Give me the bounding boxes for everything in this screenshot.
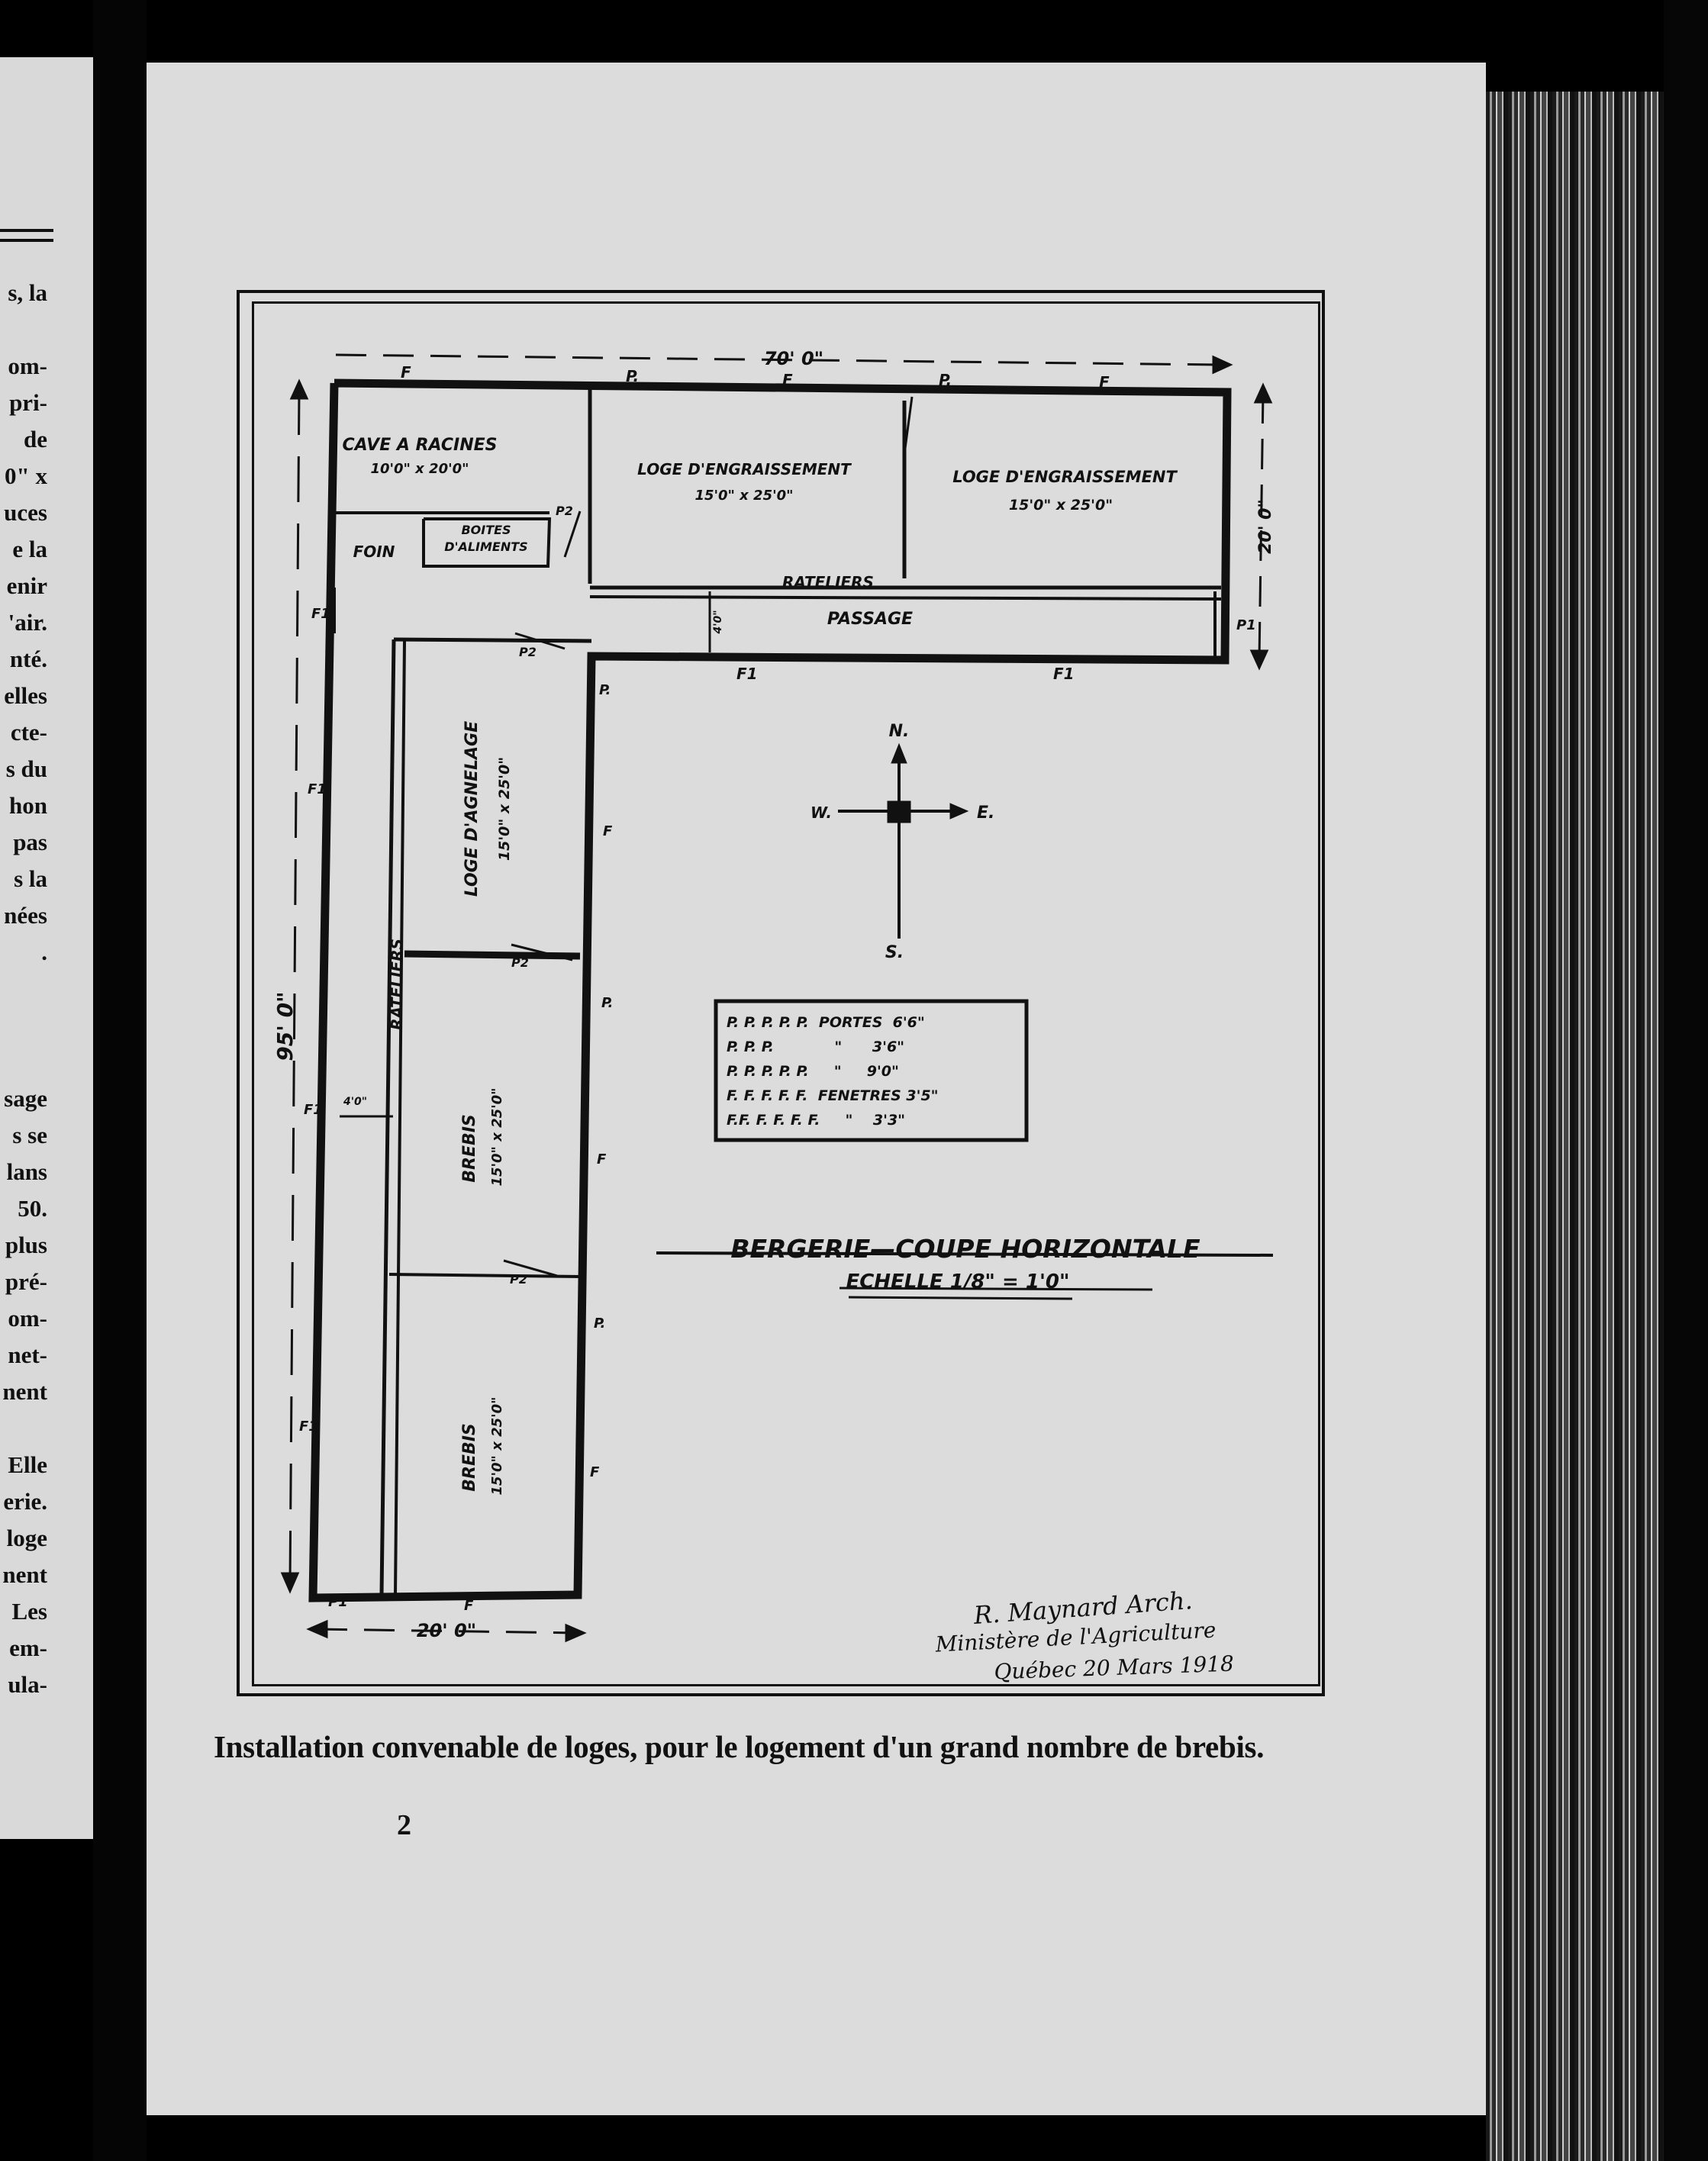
legend-row: F. F. F. F. F. FENETRES 3'5" — [727, 1087, 939, 1104]
signature-line3: Québec 20 Mars 1918 — [993, 1651, 1235, 1685]
compass-rose — [838, 744, 968, 939]
facing-page-line: uces — [4, 499, 47, 526]
facing-page-line: . — [41, 939, 47, 965]
room-loge-engr1-size: 15'0" x 25'0" — [694, 488, 794, 504]
marker-p1: P1 — [1236, 617, 1256, 633]
passage-label: PASSAGE — [827, 610, 914, 629]
dimension-lines — [282, 355, 1273, 1641]
width-top-dim: 70' 0" — [763, 348, 824, 369]
facing-page-line: pré- — [5, 1268, 47, 1295]
compass-south: S. — [885, 943, 904, 962]
room-foin-name: FOIN — [353, 543, 395, 561]
plan-scale: ECHELLE 1/8" = 1'0" — [846, 1271, 1070, 1293]
facing-page-line: hon — [9, 792, 47, 819]
facing-page-line: nées — [4, 902, 47, 929]
facing-page-line: 0" x — [5, 462, 47, 489]
facing-page-line: 'air. — [8, 609, 47, 636]
room-brebis1-size: 15'0" x 25'0" — [489, 1087, 505, 1187]
height-left-dim: 95' 0" — [272, 991, 298, 1061]
facing-page-line: pri- — [9, 389, 47, 416]
facing-page-line: e la — [12, 536, 47, 562]
facing-page-line: plus — [5, 1232, 47, 1258]
facing-page-line: om- — [8, 353, 47, 379]
marker-f: F — [782, 371, 793, 389]
room-boites-line1: BOITES — [461, 523, 511, 537]
marker-p: P. — [594, 1316, 606, 1332]
room-loge-engr2-size: 15'0" x 25'0" — [1008, 497, 1113, 514]
architect-signature — [934, 1586, 1235, 1684]
signature-line2: Ministère de l'Agriculture — [934, 1617, 1217, 1657]
facing-page-line: s, la — [8, 279, 47, 306]
marker-f: F — [590, 1464, 600, 1480]
room-brebis2-size: 15'0" x 25'0" — [489, 1396, 505, 1496]
facing-page-line: nté. — [9, 646, 47, 672]
marker-p: P. — [626, 367, 640, 385]
facing-page-line: loge — [6, 1525, 47, 1551]
legend-row: P. P. P. " 3'6" — [727, 1039, 905, 1055]
marker-p: P. — [601, 995, 614, 1011]
marker-f: F — [1099, 373, 1110, 391]
legend-row: P. P. P. P. P. PORTES 6'6" — [727, 1014, 925, 1031]
facing-page-line: nent — [2, 1561, 47, 1588]
marker-f: F — [401, 363, 411, 382]
room-brebis2-name: BREBIS — [460, 1423, 479, 1492]
facing-page-line: s du — [5, 755, 47, 782]
plan-title: BERGERIE—COUPE HORIZONTALE — [730, 1234, 1200, 1264]
legend-row: P. P. P. P. P. " 9'0" — [727, 1063, 899, 1080]
facing-page-line: em- — [9, 1634, 47, 1661]
facing-page-line: sage — [4, 1085, 47, 1112]
marker-p2: P2 — [519, 645, 537, 659]
marker-f1: F1 — [1053, 665, 1075, 683]
figure-caption: Installation convenable de loges, pour le logement d'un grand nombre de brebis. — [214, 1729, 1265, 1764]
ratelier-left-label: RATELIERS — [388, 939, 406, 1030]
legend-rows — [727, 1014, 939, 1129]
opening-markers — [299, 363, 1256, 1614]
facing-page-line: 50. — [18, 1195, 47, 1222]
facing-page-line: pas — [13, 829, 47, 855]
facing-page-line: enir — [6, 572, 47, 599]
ratelier-top-label: RATELIERS — [782, 573, 874, 591]
facing-page-line: ula- — [8, 1671, 47, 1698]
facing-page-line: elles — [4, 682, 47, 709]
compass-west: W. — [810, 804, 832, 822]
width-bottom-dim: 20' 0" — [416, 1620, 477, 1641]
room-brebis1-name: BREBIS — [460, 1114, 479, 1183]
marker-f1: F1 — [308, 781, 327, 797]
room-labels — [343, 436, 1178, 1496]
room-cave-size: 10'0" x 20'0" — [370, 461, 469, 477]
room-loge-engr2-name: LOGE D'ENGRAISSEMENT — [952, 468, 1177, 486]
room-boites-line2: D'ALIMENTS — [444, 539, 528, 554]
marker-f: F — [464, 1598, 474, 1614]
facing-page-line: Elle — [8, 1451, 47, 1478]
facing-page-line: s la — [14, 865, 47, 892]
facing-page-line: net- — [8, 1341, 47, 1368]
marker-f1: F1 — [299, 1419, 318, 1435]
marker-f: F — [597, 1151, 607, 1167]
room-loge-agnelage-name: LOGE D'AGNELAGE — [462, 720, 482, 897]
facing-page-line: nent — [2, 1378, 47, 1405]
marker-f1: F1 — [304, 1102, 323, 1118]
marker-f1: F1 — [311, 606, 330, 622]
compass-north: N. — [888, 722, 910, 741]
facing-page-line: Les — [11, 1598, 47, 1625]
facing-page-line: om- — [8, 1305, 47, 1332]
marker-f1: F1 — [736, 665, 758, 683]
compass-east: E. — [977, 804, 995, 823]
page-number: 2 — [397, 1809, 411, 1841]
marker-p: P. — [599, 682, 611, 698]
marker-p1: P1 — [328, 1594, 348, 1610]
small-dim-label: 4'0" — [712, 610, 724, 634]
room-loge-engr1-name: LOGE D'ENGRAISSEMENT — [637, 460, 851, 478]
marker-p2: P2 — [510, 1272, 527, 1287]
building-walls — [313, 383, 1227, 1598]
room-loge-agnelage-size: 15'0" x 25'0" — [496, 756, 513, 862]
marker-p2: P2 — [511, 955, 529, 970]
small-dim-label: 4'0" — [343, 1096, 368, 1108]
facing-page-line: lans — [6, 1158, 47, 1185]
facing-page-line: cte- — [10, 719, 47, 746]
facing-page-line: s se — [12, 1122, 47, 1148]
facing-page-line: de — [24, 426, 47, 452]
marker-p: P. — [939, 371, 952, 389]
signature-line1: R. Maynard Arch. — [972, 1586, 1194, 1630]
height-right-dim: 20' 0" — [1256, 499, 1275, 554]
marker-f: F — [603, 823, 613, 839]
facing-page-line: erie. — [3, 1488, 47, 1515]
marker-p2: P2 — [556, 504, 573, 518]
legend-row: F.F. F. F. F. F. " 3'3" — [727, 1112, 906, 1129]
room-cave-name: CAVE A RACINES — [342, 436, 498, 455]
